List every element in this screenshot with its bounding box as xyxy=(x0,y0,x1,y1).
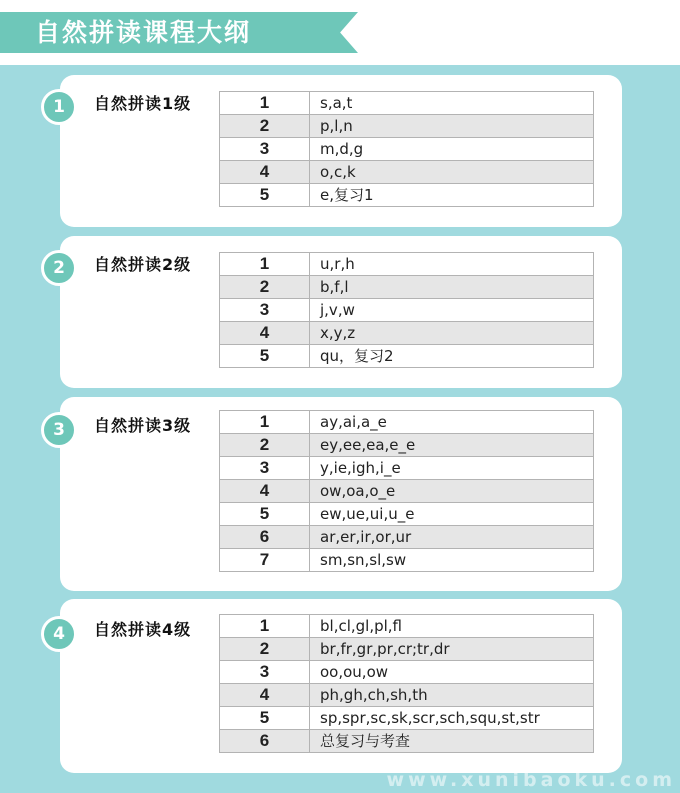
table-row xyxy=(220,253,594,276)
lesson-table xyxy=(219,252,594,368)
level-card-3 xyxy=(53,397,622,591)
lesson-content: b,f,l xyxy=(310,276,594,299)
lesson-content: ow,oa,o_e xyxy=(310,480,594,503)
level-title: 自然拼读1级 xyxy=(94,94,192,113)
table-row xyxy=(220,457,594,480)
table-row xyxy=(220,503,594,526)
table-row xyxy=(220,549,594,572)
level-badge: 2 xyxy=(41,250,77,286)
table-row xyxy=(220,184,594,207)
lesson-number: 2 xyxy=(220,115,310,138)
lesson-content: e,复习1 xyxy=(310,184,594,207)
lesson-number: 1 xyxy=(220,92,310,115)
lesson-content: sp,spr,sc,sk,scr,sch,squ,st,str xyxy=(310,707,594,730)
lesson-content: ph,gh,ch,sh,th xyxy=(310,684,594,707)
lesson-table xyxy=(219,614,594,753)
level-title: 自然拼读2级 xyxy=(94,255,192,274)
table-row xyxy=(220,161,594,184)
table-row xyxy=(220,661,594,684)
table-row xyxy=(220,480,594,503)
lesson-content: u,r,h xyxy=(310,253,594,276)
table-row xyxy=(220,684,594,707)
level-card-1 xyxy=(53,75,622,227)
lesson-content: oo,ou,ow xyxy=(310,661,594,684)
level-badge: 3 xyxy=(41,412,77,448)
lesson-number: 1 xyxy=(220,411,310,434)
table-row xyxy=(220,299,594,322)
table-row xyxy=(220,322,594,345)
watermark: www.xunibaoku.com xyxy=(386,769,676,791)
level-title: 自然拼读3级 xyxy=(94,416,192,435)
lesson-number: 3 xyxy=(220,457,310,480)
lesson-number: 5 xyxy=(220,184,310,207)
lesson-number: 4 xyxy=(220,322,310,345)
lesson-content: br,fr,gr,pr,cr;tr,dr xyxy=(310,638,594,661)
lesson-number: 3 xyxy=(220,299,310,322)
level-title: 自然拼读4级 xyxy=(94,620,192,639)
lesson-number: 1 xyxy=(220,615,310,638)
lesson-number: 3 xyxy=(220,661,310,684)
lesson-table xyxy=(219,91,594,207)
lesson-content: ay,ai,a_e xyxy=(310,411,594,434)
lesson-content: ar,er,ir,or,ur xyxy=(310,526,594,549)
lesson-number: 5 xyxy=(220,503,310,526)
level-badge: 1 xyxy=(41,89,77,125)
table-row xyxy=(220,115,594,138)
lesson-content: p,l,n xyxy=(310,115,594,138)
lesson-number: 7 xyxy=(220,549,310,572)
level-card-2 xyxy=(53,236,622,388)
table-row xyxy=(220,92,594,115)
table-row xyxy=(220,526,594,549)
lesson-content: sm,sn,sl,sw xyxy=(310,549,594,572)
lesson-number: 6 xyxy=(220,730,310,753)
table-row xyxy=(220,615,594,638)
table-row xyxy=(220,434,594,457)
level-badge: 4 xyxy=(41,616,77,652)
table-row xyxy=(220,276,594,299)
lesson-content: 总复习与考查 xyxy=(310,730,594,753)
lesson-number: 5 xyxy=(220,345,310,368)
lesson-number: 1 xyxy=(220,253,310,276)
lesson-number: 2 xyxy=(220,276,310,299)
lesson-content: o,c,k xyxy=(310,161,594,184)
lesson-number: 5 xyxy=(220,707,310,730)
level-card-4 xyxy=(53,599,622,773)
lesson-content: ey,ee,ea,e_e xyxy=(310,434,594,457)
lesson-content: m,d,g xyxy=(310,138,594,161)
lesson-content: y,ie,igh,i_e xyxy=(310,457,594,480)
page-title: 自然拼读课程大纲 xyxy=(35,18,252,47)
lesson-content: j,v,w xyxy=(310,299,594,322)
lesson-content: ew,ue,ui,u_e xyxy=(310,503,594,526)
lesson-number: 4 xyxy=(220,684,310,707)
table-row xyxy=(220,707,594,730)
table-row xyxy=(220,138,594,161)
table-row xyxy=(220,411,594,434)
lesson-table xyxy=(219,410,594,572)
lesson-number: 4 xyxy=(220,480,310,503)
table-row xyxy=(220,345,594,368)
lesson-number: 3 xyxy=(220,138,310,161)
lesson-content: x,y,z xyxy=(310,322,594,345)
lesson-number: 4 xyxy=(220,161,310,184)
table-row xyxy=(220,638,594,661)
lesson-content: bl,cl,gl,pl,fl xyxy=(310,615,594,638)
lesson-number: 2 xyxy=(220,638,310,661)
lesson-number: 6 xyxy=(220,526,310,549)
lesson-content: qu，复习2 xyxy=(310,345,594,368)
lesson-number: 2 xyxy=(220,434,310,457)
table-row xyxy=(220,730,594,753)
lesson-content: s,a,t xyxy=(310,92,594,115)
